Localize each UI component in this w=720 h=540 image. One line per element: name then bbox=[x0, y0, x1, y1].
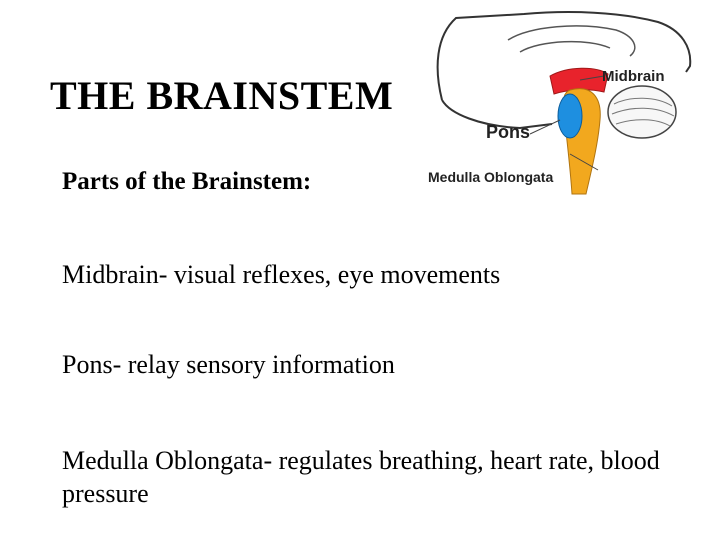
corpus-callosum bbox=[520, 42, 610, 52]
brainstem-diagram bbox=[420, 8, 716, 200]
list-item-midbrain: Midbrain- visual reflexes, eye movements bbox=[62, 260, 501, 289]
list-item-pons: Pons- relay sensory information bbox=[62, 350, 395, 379]
slide-title: THE BRAINSTEM bbox=[50, 73, 394, 118]
medulla-label: Medulla Oblongata bbox=[428, 169, 554, 185]
pons-shape bbox=[558, 94, 582, 138]
slide-subtitle: Parts of the Brainstem: bbox=[62, 168, 312, 195]
pons-label: Pons bbox=[486, 122, 531, 142]
list-item-medulla: Medulla Oblongata- regulates breathing, heart rate, blood pressure bbox=[62, 446, 660, 508]
midbrain-label: Midbrain bbox=[602, 68, 665, 85]
